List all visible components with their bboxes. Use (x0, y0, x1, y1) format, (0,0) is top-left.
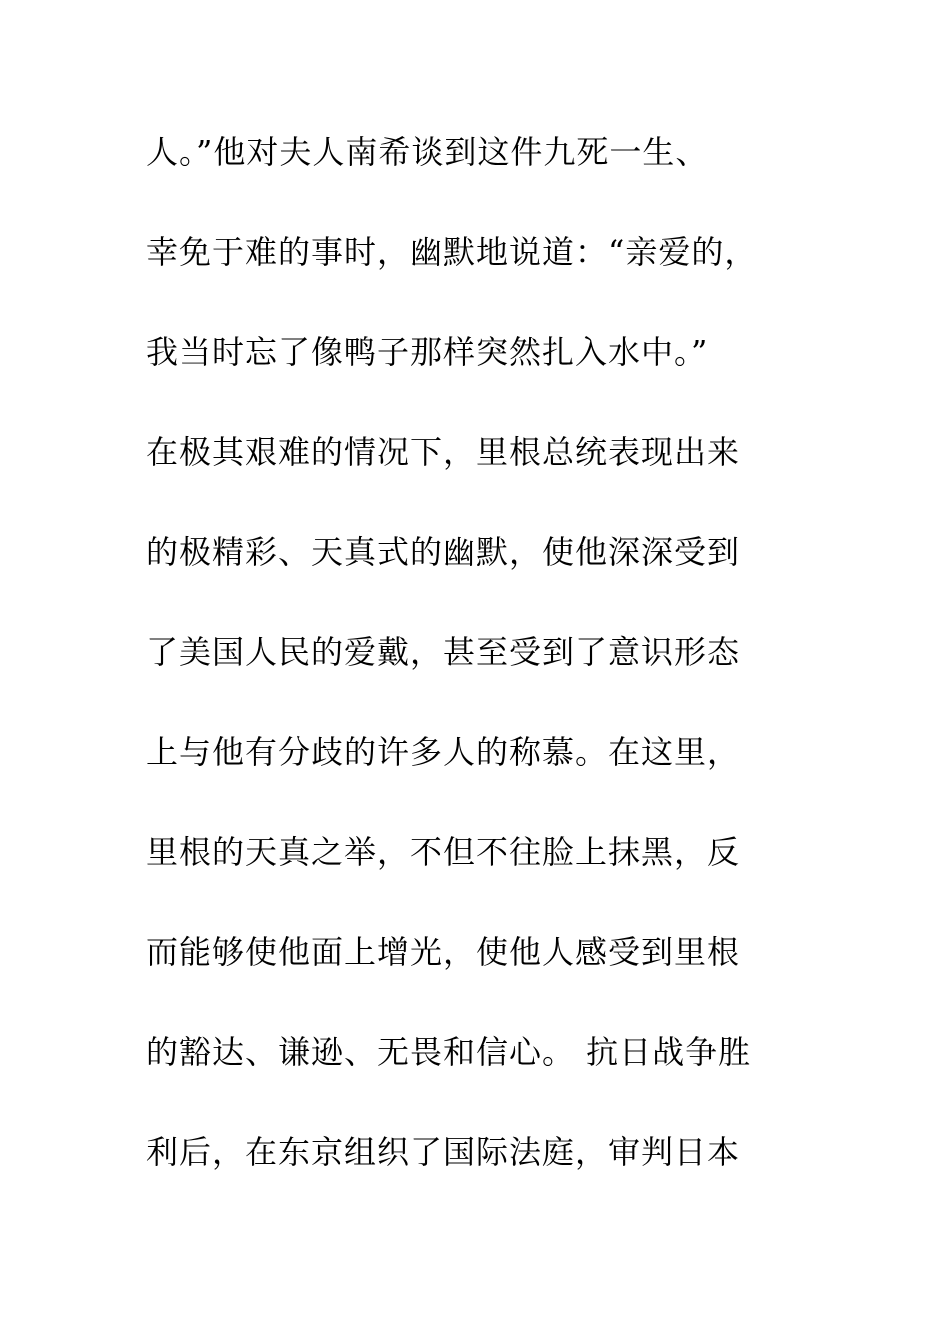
body-text (146, 124, 826, 1224)
text-line: 在极其艰难的情况下，里根总统表现出来 (146, 433, 741, 471)
text-line: 而能够使他面上增光，使他人感受到里根 (146, 933, 741, 971)
text-line: 里根的天真之举，不但不往脸上抹黑，反 (146, 833, 741, 871)
text-line: 上与他有分歧的许多人的称慕。在这里， (146, 733, 741, 771)
text-line: 幸免于难的事时，幽默地说道：“亲爱的， (146, 233, 758, 271)
text-line: 利后，在东京组织了国际法庭，审判日本 (146, 1133, 741, 1171)
text-line: 的豁达、谦逊、无畏和信心。 抗日战争胜 (146, 1033, 752, 1071)
text-line: 人。”他对夫人南希谈到这件九死一生、 (146, 133, 709, 171)
text-line: 了美国人民的爱戴，甚至受到了意识形态 (146, 633, 741, 671)
text-line: 的极精彩、天真式的幽默，使他深深受到 (146, 533, 741, 571)
text-line: 我当时忘了像鸭子那样突然扎入水中。” (146, 333, 709, 371)
